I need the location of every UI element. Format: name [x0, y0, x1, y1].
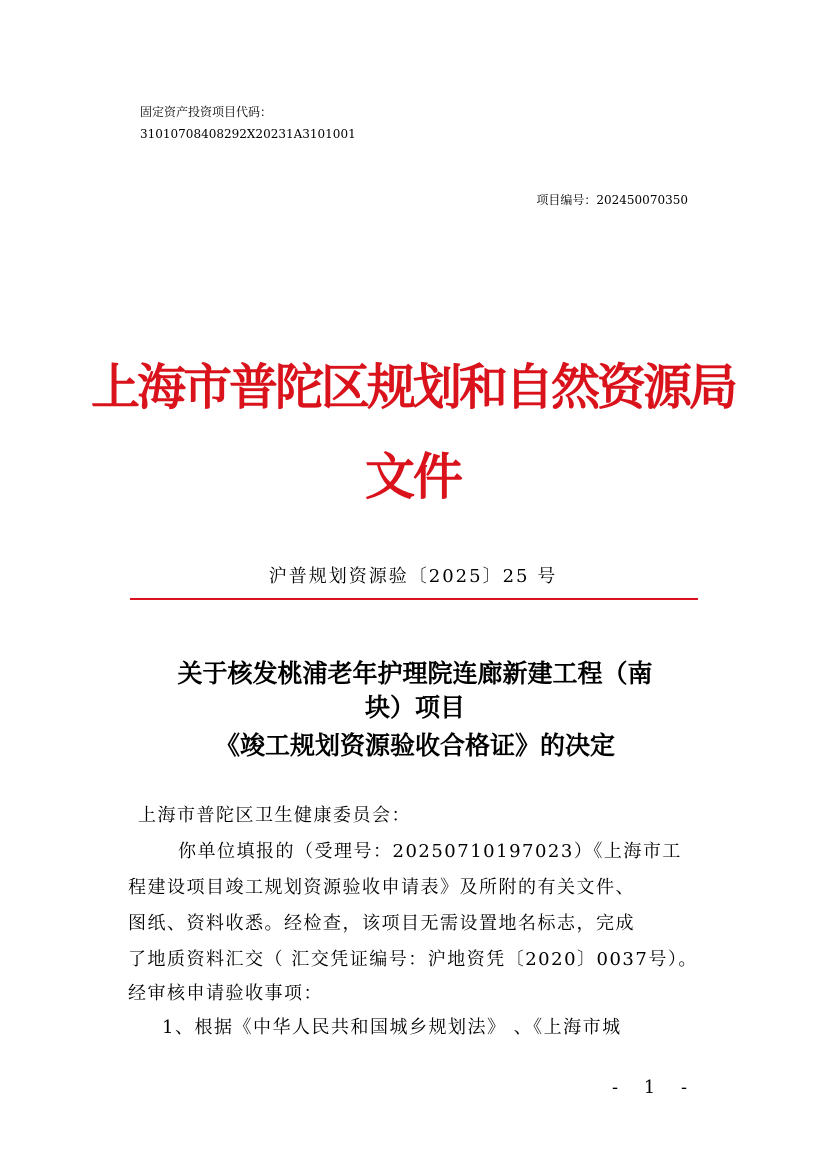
red-divider [130, 598, 698, 600]
paragraph-line: 你单位填报的（受理号：20250710197023）《上海市工 [178, 841, 682, 862]
project-number: 项目编号：202450070350 [536, 193, 688, 207]
addressee: 上海市普陀区卫生健康委员会： [138, 805, 411, 826]
paragraph-line: 1、根据《中华人民共和国城乡规划法》 、《上海市城 [162, 1017, 622, 1038]
document-title-line-3: 《竣工规划资源验收合格证》的决定 [214, 731, 615, 760]
page-number: - 1 - [612, 1077, 698, 1098]
document-title-line-2: 块）项目 [364, 693, 465, 722]
document-title-line-1: 关于核发桃浦老年护理院连廊新建工程（南 [177, 659, 653, 688]
agency-name: 上海市普陀区规划和自然资源局 [90, 358, 735, 416]
paragraph-line: 经审核申请验收事项： [128, 983, 323, 1004]
document-type-heading: 文件 [365, 447, 461, 506]
paragraph-line: 程建设项目竣工规划资源验收申请表》及所附的有关文件、 [128, 877, 635, 898]
project-code-label: 固定资产投资项目代码： [140, 105, 273, 119]
paragraph-line: 图纸、资料收悉。经检查，该项目无需设置地名标志，完成 [128, 913, 635, 934]
paragraph-line: 了地质资料汇交（ 汇交凭证编号：沪地资凭〔2020〕0037号）。 [128, 949, 698, 970]
document-number: 沪普规划资源验〔2025〕25 号 [268, 566, 558, 587]
project-code-value: 31010708408292X20231A3101001 [140, 127, 356, 141]
